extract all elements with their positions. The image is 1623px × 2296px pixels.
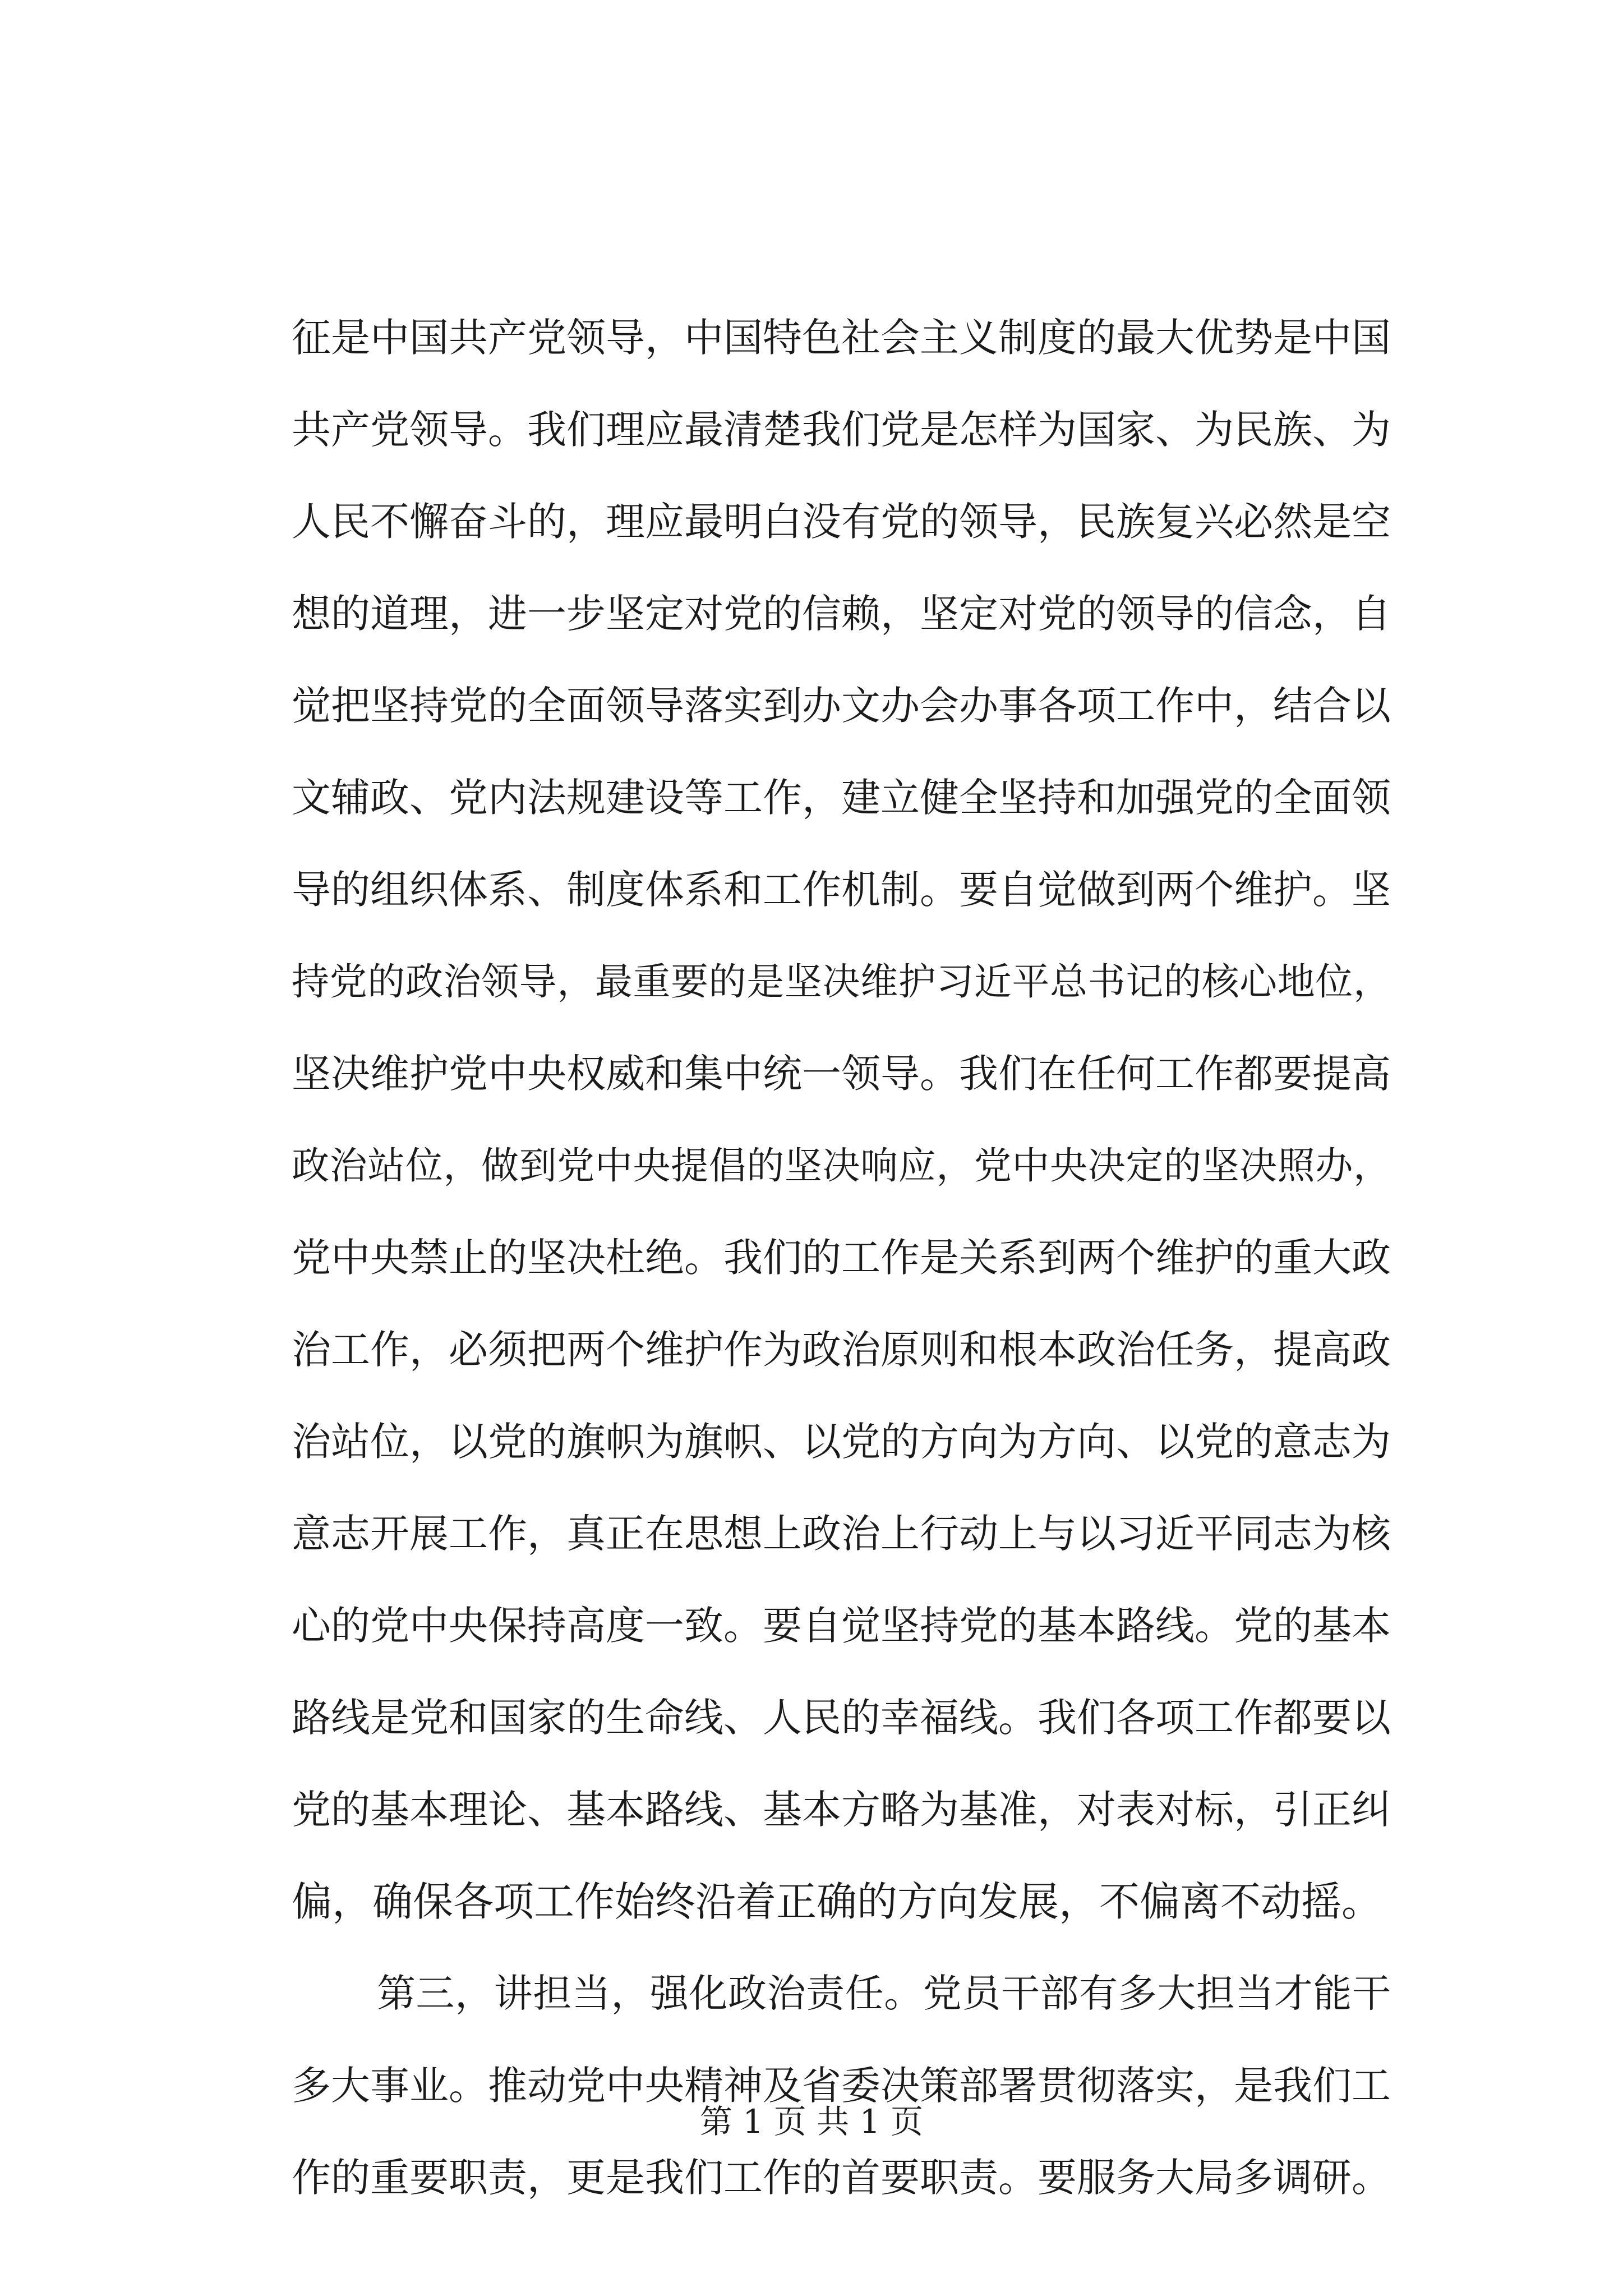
text-line: 党的基本理论、基本路线、基本方略为基准，对表对标，引正纠 [292,1787,1391,1833]
page-number-footer: 第 1 页 共 1 页 [700,2102,923,2141]
text-line: 意志开展工作，真正在思想上政治上行动上与以习近平同志为核 [292,1511,1391,1557]
text-line: 导的组织体系、制度体系和工作机制。要自觉做到两个维护。坚 [292,867,1391,913]
text-line: 心的党中央保持高度一致。要自觉坚持党的基本路线。党的基本 [292,1603,1391,1649]
text-line: 政治站位，做到党中央提倡的坚决响应，党中央决定的坚决照办， [292,1144,1391,1188]
text-line: 治工作，必须把两个维护作为政治原则和根本政治任务，提高政 [292,1327,1391,1373]
text-line: 持党的政治领导，最重要的是坚决维护习近平总书记的核心地位， [292,960,1391,1004]
text-line: 作的重要职责，更是我们工作的首要职责。要服务大局多调研。 [292,2155,1391,2201]
text-line: 第三，讲担当，强化政治责任。党员干部有多大担当才能干 [377,1971,1391,2016]
text-line: 多大事业。推动党中央精神及省委决策部署贯彻落实，是我们工 [292,2063,1391,2109]
text-line: 文辅政、党内法规建设等工作，建立健全坚持和加强党的全面领 [292,775,1391,821]
text-line: 共产党领导。我们理应最清楚我们党是怎样为国家、为民族、为 [292,407,1391,453]
text-line: 想的道理，进一步坚定对党的信赖，坚定对党的领导的信念，自 [292,591,1391,637]
text-line: 治站位，以党的旗帜为旗帜、以党的方向为方向、以党的意志为 [292,1419,1391,1465]
text-line: 觉把坚持党的全面领导落实到办文办会办事各项工作中，结合以 [292,683,1391,729]
text-line: 路线是党和国家的生命线、人民的幸福线。我们各项工作都要以 [292,1695,1391,1741]
text-line: 党中央禁止的坚决杜绝。我们的工作是关系到两个维护的重大政 [292,1235,1391,1281]
body-text [292,292,1391,2224]
text-line: 坚决维护党中央权威和集中统一领导。我们在任何工作都要提高 [292,1051,1391,1097]
text-line: 征是中国共产党领导，中国特色社会主义制度的最大优势是中国 [292,315,1391,361]
text-line: 偏，确保各项工作始终沿着正确的方向发展，不偏离不动摇。 [292,1878,1382,1925]
text-line: 人民不懈奋斗的，理应最明白没有党的领导，民族复兴必然是空 [292,499,1391,545]
